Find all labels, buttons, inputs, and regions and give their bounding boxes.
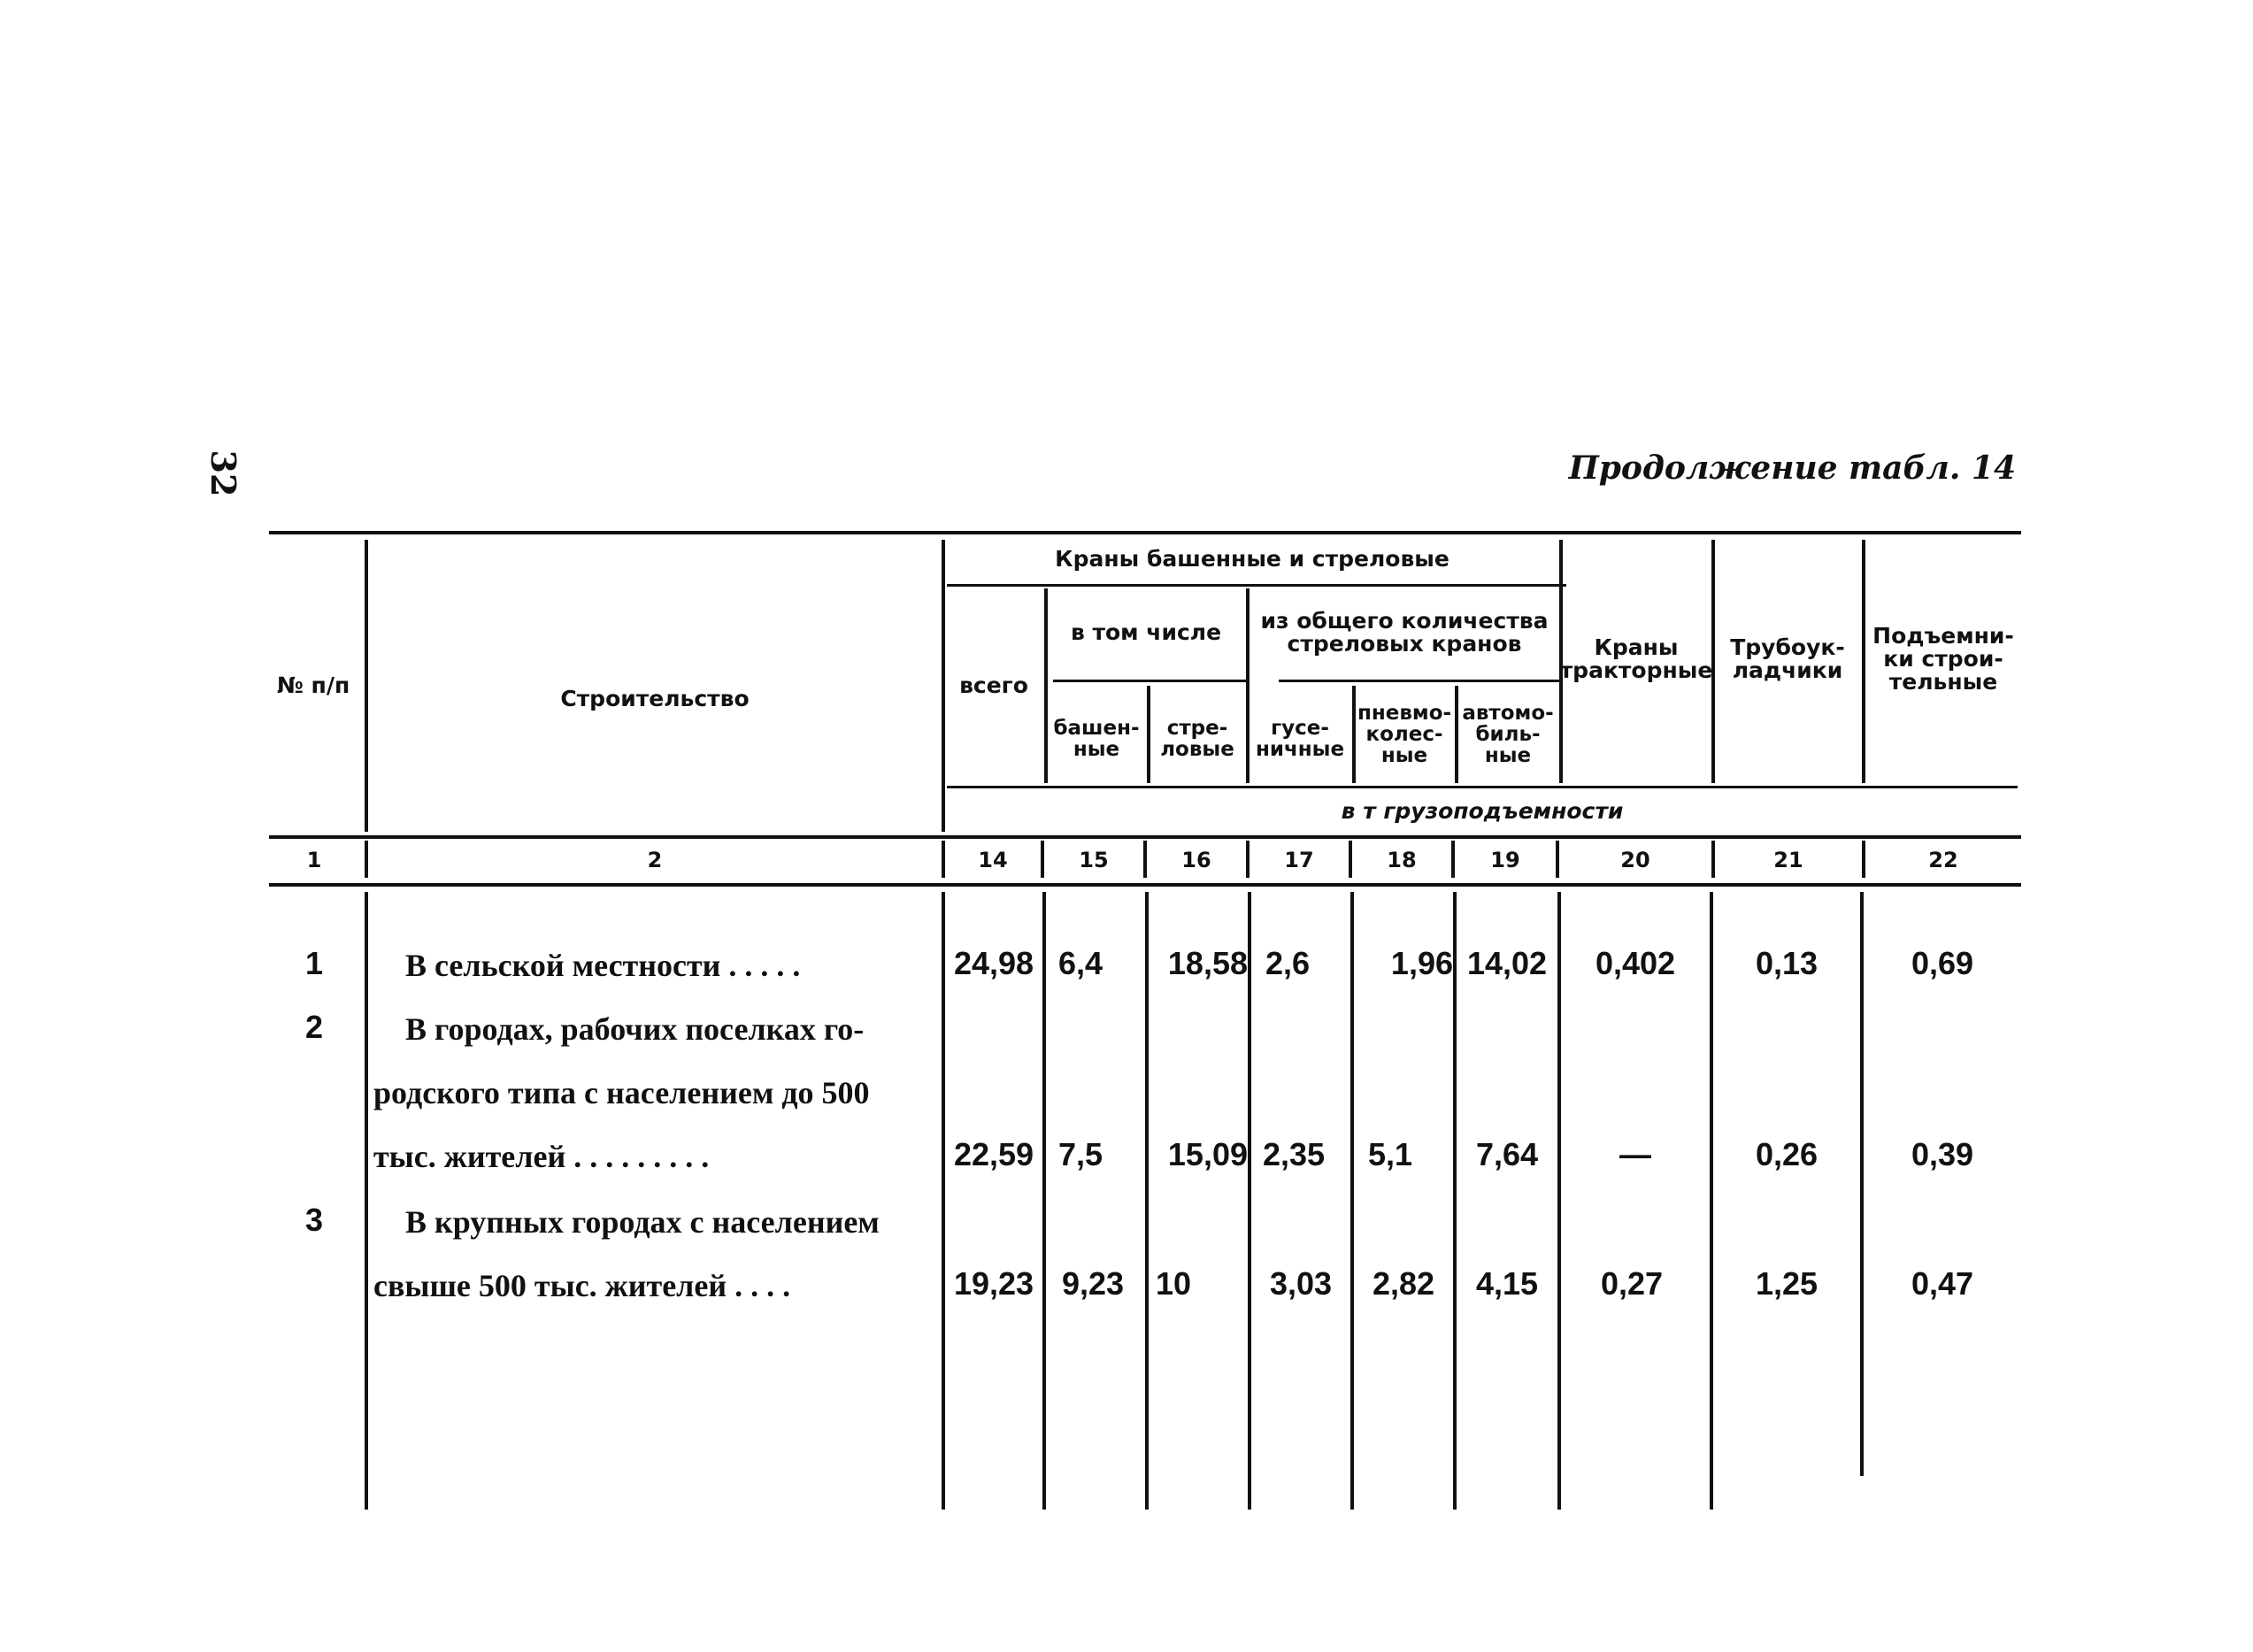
vline-b-1 <box>365 892 368 1510</box>
header-tower-line-1: башен- <box>1053 716 1140 740</box>
header-total: всего <box>959 672 1028 698</box>
row-number: 3 <box>304 1202 324 1238</box>
header-truck-line-1: автомо- <box>1462 701 1554 725</box>
header-truck <box>1458 690 1557 779</box>
header-pneumatic-line-2: колес- <box>1365 722 1443 746</box>
vline-b-6 <box>1350 892 1354 1510</box>
col-number: 15 <box>1079 848 1109 872</box>
vline-b-2 <box>942 892 945 1510</box>
header-truck-line-2: биль- <box>1475 722 1541 746</box>
row-value-crawler: 3,03 <box>1269 1265 1333 1302</box>
row-value-tower: 9,23 <box>1061 1265 1125 1302</box>
col-number: 19 <box>1490 848 1520 872</box>
rule-header-bottom <box>269 835 2021 839</box>
row-value-truck: 14,02 <box>1466 945 1548 981</box>
row-number: 1 <box>304 945 324 981</box>
header-crawler-line-1: гусе- <box>1271 716 1329 740</box>
row-value-lifts: 0,47 <box>1911 1265 1974 1302</box>
header-jib <box>1150 703 1244 774</box>
header-num-pp: № п/п <box>276 672 350 698</box>
vline-c-1 <box>365 841 368 878</box>
row-construction-line: В крупных городах с населением <box>405 1204 880 1240</box>
row-construction-line: родского типа с населением до 500 <box>373 1075 870 1110</box>
header-jib-line-2: ловые <box>1160 738 1234 761</box>
row-value-pipelayer: 0,26 <box>1755 1136 1819 1172</box>
row-construction-line: свыше 500 тыс. жителей . . . . <box>373 1268 791 1303</box>
row-value-tractor: — <box>1619 1136 1651 1172</box>
col-number: 14 <box>978 848 1008 872</box>
row-value-pneumatic: 1,96 <box>1390 945 1453 981</box>
page-number: 32 <box>204 449 243 497</box>
row-construction-line: В городах, рабочих поселках го- <box>405 1011 865 1047</box>
row-value-pipelayer: 1,25 <box>1755 1265 1819 1302</box>
row-value-crawler: 2,35 <box>1262 1136 1326 1172</box>
rule-cranes-group <box>947 584 1566 587</box>
header-tractor-line-1: Краны <box>1594 634 1679 660</box>
header-tractor <box>1559 619 1713 699</box>
rule-colnum-bottom <box>269 883 2021 887</box>
rule-unit <box>947 786 2018 788</box>
rule-of-total <box>1279 680 1562 682</box>
header-of-total-line-1: из общего количества <box>1260 607 1549 634</box>
header-crawler <box>1250 703 1350 774</box>
col-number: 22 <box>1928 848 1958 872</box>
row-value-tower: 7,5 <box>1057 1136 1103 1172</box>
row-construction-line: тыс. жителей . . . . . . . . . <box>373 1139 710 1174</box>
row-value-lifts: 0,39 <box>1911 1136 1974 1172</box>
header-lifts-line-3: тельные <box>1888 669 1998 695</box>
row-value-tractor: 0,27 <box>1600 1265 1664 1302</box>
header-pipelayer <box>1715 619 1860 699</box>
row-value-truck: 4,15 <box>1475 1265 1539 1302</box>
vline-b-4 <box>1145 892 1149 1510</box>
row-value-tractor: 0,402 <box>1595 945 1676 981</box>
header-pneumatic <box>1356 690 1453 779</box>
header-jib-line-1: стре- <box>1166 716 1228 740</box>
header-lifts <box>1865 611 2021 708</box>
header-cranes-group: Краны башенные и стреловые <box>1055 545 1449 572</box>
col-number: 21 <box>1773 848 1803 872</box>
header-including: в том числе <box>1070 619 1222 645</box>
vline-h-1 <box>365 540 368 832</box>
table-continuation-title: Продолжение табл. 14 <box>1568 449 2016 487</box>
header-lifts-line-2: ки строи- <box>1883 645 2003 672</box>
header-lifts-line-1: Подъемни- <box>1872 622 2014 649</box>
header-of-total-line-2: стреловых кранов <box>1287 631 1522 657</box>
header-pneumatic-line-1: пневмо- <box>1357 701 1452 725</box>
col-number: 17 <box>1284 848 1314 872</box>
rule-top <box>269 531 2021 534</box>
row-value-jib: 10 <box>1155 1265 1192 1302</box>
vline-b-8 <box>1557 892 1561 1510</box>
header-unit: в т грузоподъемности <box>1341 797 1624 824</box>
header-of-total <box>1250 597 1559 668</box>
header-tower <box>1048 703 1145 774</box>
header-pneumatic-line-3: ные <box>1380 744 1428 768</box>
row-value-total: 24,98 <box>953 945 1034 981</box>
header-crawler-line-2: ничные <box>1255 738 1345 761</box>
row-value-total: 22,59 <box>953 1136 1034 1172</box>
vline-b-7 <box>1453 892 1457 1510</box>
header-tractor-line-2: тракторные <box>1559 657 1713 683</box>
header-truck-line-3: ные <box>1484 744 1532 768</box>
row-value-crawler: 2,6 <box>1265 945 1311 981</box>
rule-including <box>1053 680 1248 682</box>
row-value-total: 19,23 <box>953 1265 1034 1302</box>
header-pipelayer-line-2: ладчики <box>1732 657 1843 683</box>
row-number: 2 <box>304 1009 324 1045</box>
row-value-pipelayer: 0,13 <box>1755 945 1819 981</box>
vline-b-3 <box>1042 892 1046 1510</box>
row-construction-line: В сельской местности . . . . . <box>405 948 801 983</box>
row-value-jib: 15,09 <box>1167 1136 1248 1172</box>
col-number: 18 <box>1387 848 1417 872</box>
row-value-truck: 7,64 <box>1475 1136 1539 1172</box>
col-number: 16 <box>1181 848 1211 872</box>
row-value-pneumatic: 5,1 <box>1367 1136 1413 1172</box>
header-construction: Строительство <box>560 685 750 711</box>
col-number: 1 <box>306 848 322 872</box>
vline-b-5 <box>1248 892 1251 1510</box>
vline-b-9 <box>1710 892 1713 1510</box>
col-number: 20 <box>1620 848 1650 872</box>
row-value-tower: 6,4 <box>1057 945 1103 981</box>
header-tower-line-2: ные <box>1073 738 1120 761</box>
col-number: 2 <box>647 848 663 872</box>
header-pipelayer-line-1: Трубоук- <box>1730 634 1845 660</box>
row-value-jib: 18,58 <box>1167 945 1248 981</box>
row-value-lifts: 0,69 <box>1911 945 1974 981</box>
row-value-pneumatic: 2,82 <box>1372 1265 1435 1302</box>
